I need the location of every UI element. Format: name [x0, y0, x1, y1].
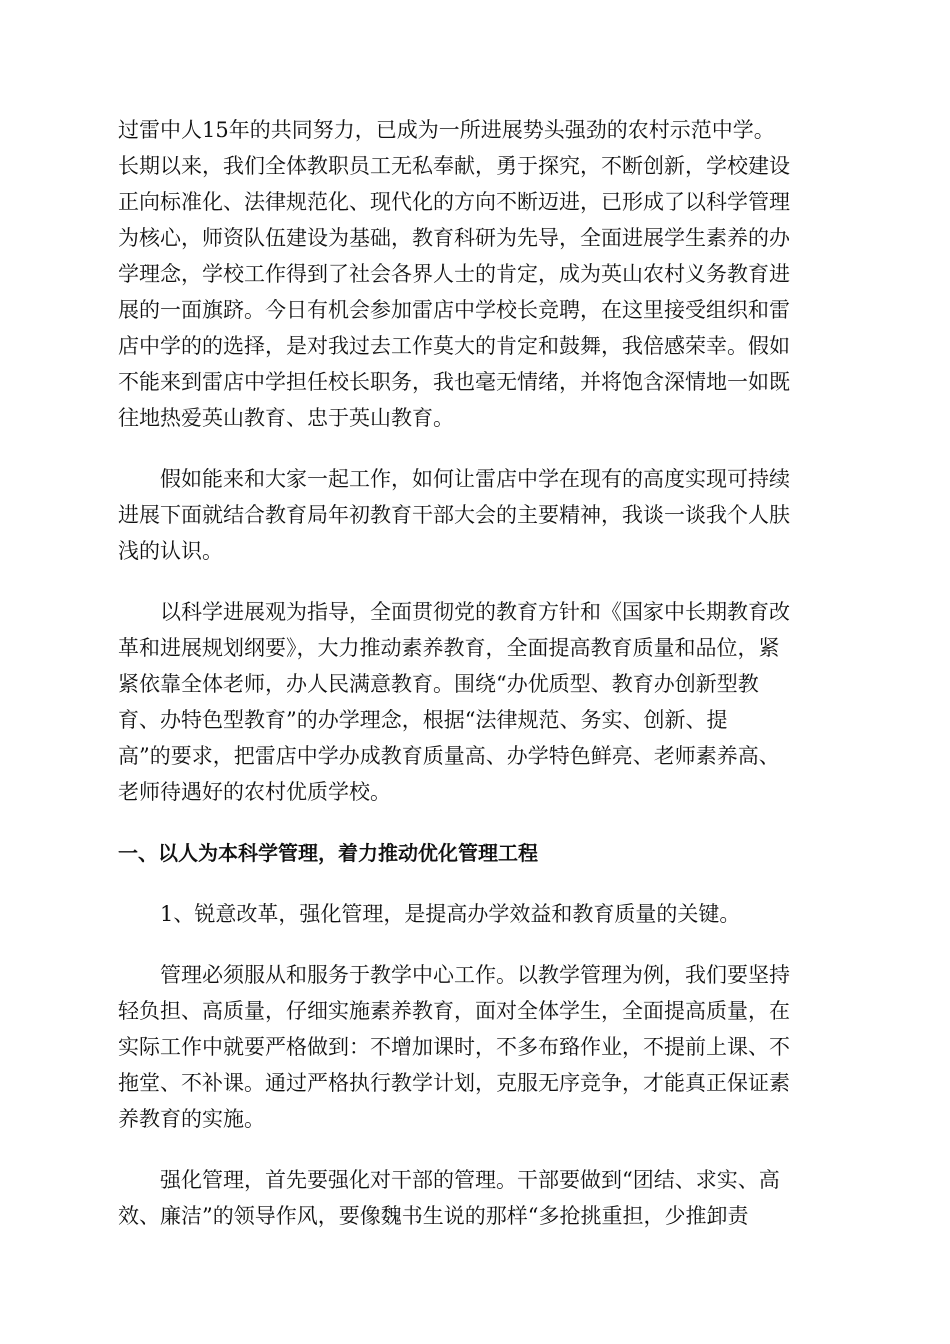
paragraph-3 [118, 594, 832, 810]
text-line: 1、锐意改革，强化管理，是提高办学效益和教育质量的关键。 [118, 902, 741, 926]
text-line: 实际工作中就要严格做到：不增加课时，不多布臵作业，不提前上课、不 [118, 1035, 790, 1059]
text-line: 老师待遇好的农村优质学校。 [118, 780, 391, 804]
text-line: 店中学的的选择，是对我过去工作莫大的肯定和鼓舞，我倍感荣幸。假如 [118, 334, 790, 358]
text-line: 不能来到雷店中学担任校长职务，我也毫无情绪，并将饱含深情地一如既 [118, 370, 790, 394]
text-line: 强化管理，首先要强化对干部的管理。干部要做到“团结、求实、高 [118, 1168, 780, 1192]
text-line: 为核心，师资队伍建设为基础，教育科研为先导，全面进展学生素养的办 [118, 226, 790, 250]
text-line: 拖堂、不补课。通过严格执行教学计划，克服无序竞争，才能真正保证素 [118, 1071, 790, 1095]
text-line: 轻负担、高质量，仔细实施素养教育，面对全体学生，全面提高质量，在 [118, 999, 790, 1023]
paragraph-4 [118, 896, 832, 932]
text-line: 效、廉洁”的领导作风，要像魏书生说的那样“多抢挑重担，少推卸责 [118, 1204, 749, 1228]
text-line: 过雷中人15年的共同努力，已成为一所进展势头强劲的农村示范中学。 [118, 118, 775, 142]
document-body [118, 112, 832, 1234]
text-line: 正向标准化、法律规范化、现代化的方向不断迈进，已形成了以科学管理 [118, 190, 790, 214]
paragraph-2 [118, 461, 832, 569]
text-line: 假如能来和大家一起工作，如何让雷店中学在现有的高度实现可持续 [118, 467, 790, 491]
text-line: 养教育的实施。 [118, 1107, 265, 1131]
text-line: 高”的要求，把雷店中学办成教育质量高、办学特色鲜亮、老师素养高、 [118, 744, 780, 768]
text-line: 管理必须服从和服务于教学中心工作。以教学管理为例，我们要坚持 [118, 963, 790, 987]
paragraph-1 [118, 112, 832, 436]
paragraph-6 [118, 1162, 832, 1234]
text-line: 进展下面就结合教育局年初教育干部大会的主要精神，我谈一谈我个人肤 [118, 503, 790, 527]
text-line: 长期以来，我们全体教职员工无私奉献，勇于探究，不断创新，学校建设 [118, 154, 790, 178]
text-line: 育、办特色型教育”的办学理念，根据“法律规范、务实、创新、提 [118, 708, 728, 732]
text-line: 以科学进展观为指导，全面贯彻党的教育方针和《国家中长期教育改 [118, 600, 790, 624]
text-line: 展的一面旗跻。今日有机会参加雷店中学校长竞聘，在这里接受组织和雷 [118, 298, 790, 322]
paragraph-5 [118, 957, 832, 1137]
text-line: 革和进展规划纲要》，大力推动素养教育，全面提高教育质量和品位，紧 [118, 636, 780, 660]
text-line: 学理念，学校工作得到了社会各界人士的肯定，成为英山农村义务教育进 [118, 262, 790, 286]
section-heading: 一、以人为本科学管理，着力推动优化管理工程 [118, 841, 538, 865]
text-line: 浅的认识。 [118, 539, 223, 563]
text-line: 往地热爱英山教育、忠于英山教育。 [118, 406, 454, 430]
text-line: 紧依靠全体老师，办人民满意教育。围绕“办优质型、教育办创新型教 [118, 672, 759, 696]
